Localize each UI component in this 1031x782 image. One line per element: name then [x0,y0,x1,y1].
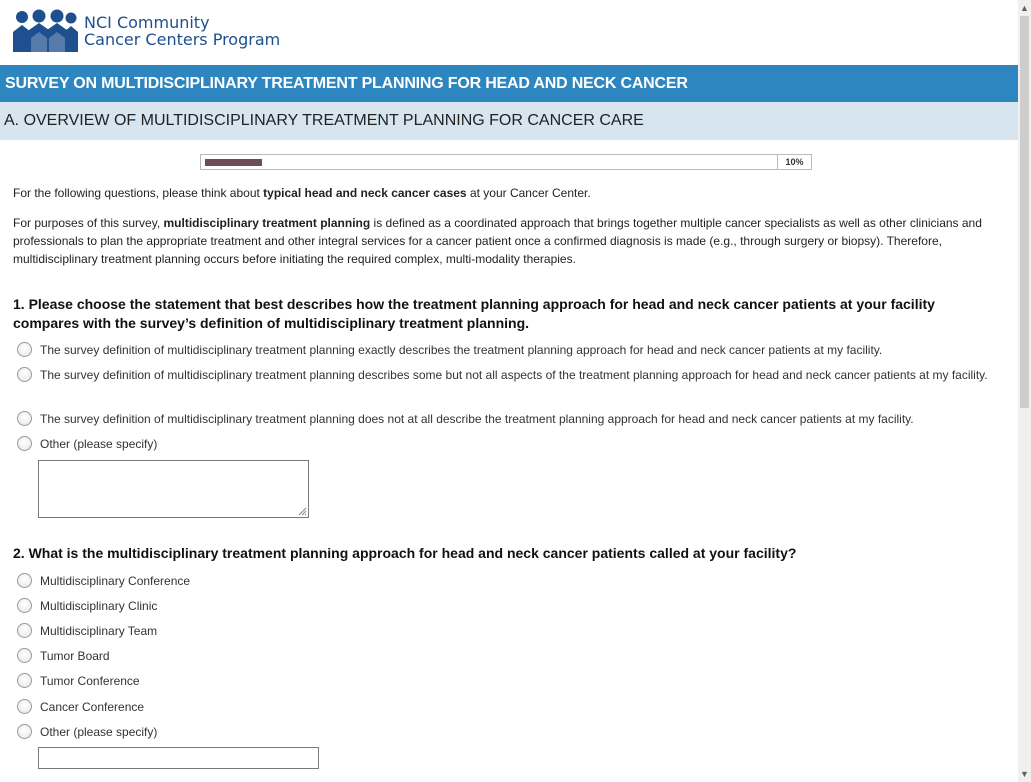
intro-p2-bold: multidisciplinary treatment planning [163,216,371,230]
q1-option-2[interactable] [17,366,992,384]
q2-option-other[interactable] [17,723,992,741]
intro-paragraph-1 [13,184,998,202]
q2-option-5[interactable] [17,672,992,690]
q2-option-other-radio[interactable] [17,724,32,739]
q2-option-2[interactable] [17,597,992,615]
q1-option-2-label: The survey definition of multidisciplinary treatment planning describes some but not all aspects of the treatment planning approach for head and neck cancer patients at my facility. [40,368,988,382]
q2-option-4-radio[interactable] [17,648,32,663]
org-name-line2: Cancer Centers Program [84,30,281,49]
q2-option-5-label: Tumor Conference [40,674,140,688]
q1-option-2-radio[interactable] [17,367,32,382]
survey-title: SURVEY ON MULTIDISCIPLINARY TREATMENT PLANNING FOR HEAD AND NECK CANCER [0,65,1018,102]
people-group-icon [12,8,78,54]
q2-option-6-label: Cancer Conference [40,700,145,714]
q2-option-4[interactable] [17,647,992,665]
q2-option-other-label: Other (please specify) [40,725,158,739]
q1-option-1-label: The survey definition of multidisciplinary treatment planning exactly describes the treatment planning approach for head and neck cancer patients at my facility. [40,343,883,357]
question-1-text: 1. Please choose the statement that best describes how the treatment planning approach for head and neck cancer patients at your facility compares with the survey’s definition of multidisciplinary treatment planning. [13,296,935,331]
q2-option-3-radio[interactable] [17,623,32,638]
q1-option-1[interactable] [17,341,992,359]
q1-option-3-label: The survey definition of multidisciplinary treatment planning does not at all describe the treatment planning approach for head and neck cancer patients at my facility. [40,412,914,426]
q2-option-5-radio[interactable] [17,673,32,688]
q2-option-2-label: Multidisciplinary Clinic [40,599,158,613]
org-name-line1: NCI Community [84,13,210,32]
intro-p1-text: For the following questions, please think about [13,186,264,200]
q1-option-3-radio[interactable] [17,411,32,426]
scroll-down-arrow-icon[interactable]: ▼ [1020,769,1029,779]
q2-option-1[interactable] [17,572,992,590]
q2-option-1-label: Multidisciplinary Conference [40,574,191,588]
q1-option-other-label: Other (please specify) [40,437,158,451]
q2-option-3[interactable] [17,622,992,640]
intro-p1-bold: typical head and neck cancer cases [263,186,467,200]
q1-other-textarea[interactable] [38,460,309,518]
intro-paragraph-2 [13,214,998,268]
progress-fill [205,159,262,166]
intro-p2-text-end: is defined as a coordinated approach that brings together multiple cancer specialists as well as other clinicians and professionals to plan the appropriate treatment and other integral services for a cancer patient once a confirmed diagnosis is made (e.g., through surgery or biopsy). Therefore, multidisciplinary treatment planning occurs before initiating the required complex, multi-modality therapies. [13,216,982,266]
q1-option-1-radio[interactable] [17,342,32,357]
q2-other-input[interactable] [38,747,319,769]
scroll-thumb[interactable] [1020,16,1029,408]
section-title: A. OVERVIEW OF MULTIDISCIPLINARY TREATMENT PLANNING FOR CANCER CARE [0,102,1018,140]
q1-option-other-radio[interactable] [17,436,32,451]
q1-option-other[interactable] [17,435,992,453]
q2-option-6-radio[interactable] [17,699,32,714]
q2-option-2-radio[interactable] [17,598,32,613]
q2-option-3-label: Multidisciplinary Team [40,624,158,638]
q2-option-1-radio[interactable] [17,573,32,588]
q2-option-4-label: Tumor Board [40,649,110,663]
resize-grip-icon[interactable] [298,507,307,516]
intro-p1-text-end: at your Cancer Center. [466,186,591,200]
progress-percent: 10% [777,154,812,170]
scroll-up-arrow-icon[interactable]: ▲ [1020,3,1029,13]
nci-logo [12,8,312,58]
q2-option-6[interactable] [17,698,992,716]
question-2-text: 2. What is the multidisciplinary treatment planning approach for head and neck cancer patients called at your facility? [13,545,797,561]
progress-bar [200,154,778,170]
q1-option-3[interactable] [17,410,992,428]
vertical-scrollbar[interactable] [1018,0,1031,782]
intro-p2-text: For purposes of this survey, [13,216,164,230]
